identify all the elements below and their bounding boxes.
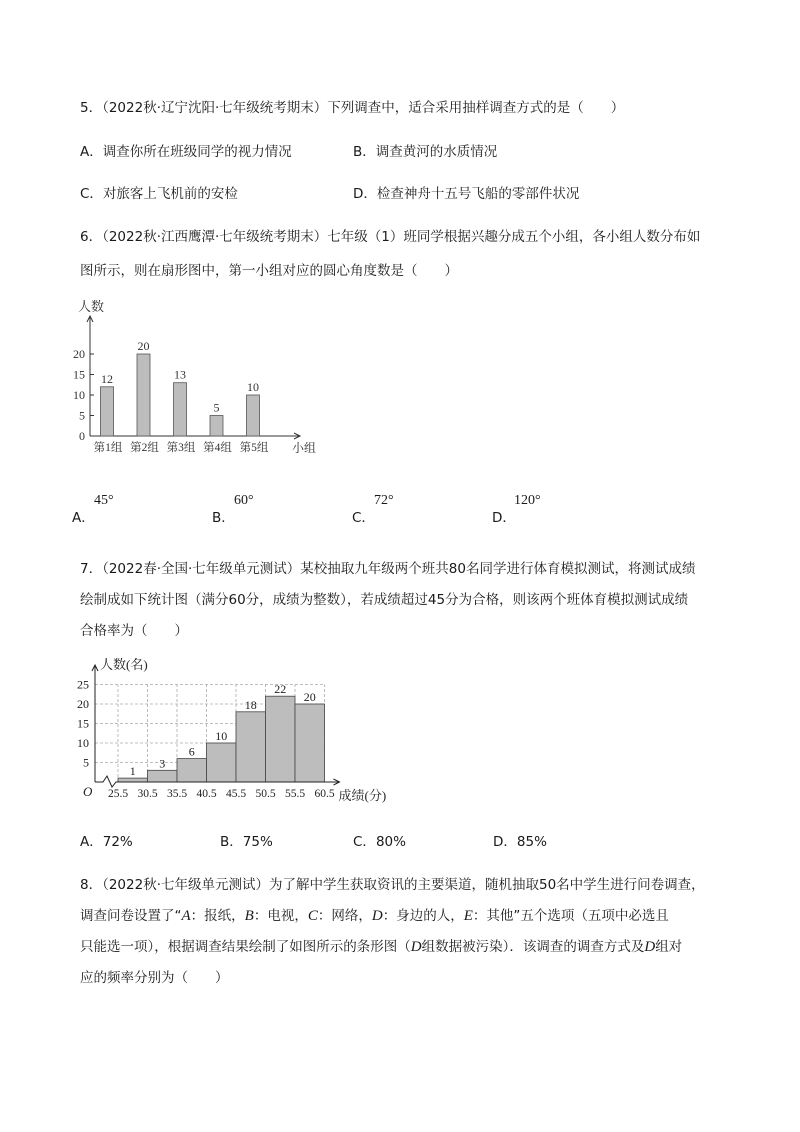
y-axis-title: 人数(名) [100,657,148,672]
y-tick-label: 25 [77,677,89,692]
question-7-stem [80,560,695,578]
x-tick-label: 45.5 [225,788,247,800]
x-axis-title: 小组 [291,441,317,455]
bar-value-label: 10 [215,729,228,743]
q6-option-a-label[interactable]: A． [72,510,95,526]
group-size-bar-chart [70,296,330,466]
q6-option-d-value[interactable]: 120° [514,493,541,508]
y-tick-label: 10 [77,736,89,750]
bar-55.5-60.5 [295,704,325,782]
bar-value-label: 13 [174,367,186,382]
q6-option-b-label[interactable]: B． [212,510,235,526]
bar-第2组 [137,354,150,436]
bar-value-label: 22 [274,682,287,697]
x-axis-title: 成绩(分) [338,788,387,803]
bar-value-label: 3 [159,756,166,771]
q7-option-b[interactable]: B．75% [220,834,273,850]
q6-option-c-value[interactable]: 72° [374,493,394,508]
y-tick-label: 0 [79,429,85,443]
bar-value-label: 10 [247,380,259,394]
question-6-stem [80,228,700,246]
bar-value-label: 18 [244,697,257,712]
y-tick-label: 10 [73,388,85,402]
x-tick-label: 25.5 [107,788,129,800]
q6-option-b-value[interactable]: 60° [234,493,254,508]
x-tick-label: 30.5 [137,788,158,800]
x-tick-label: 55.5 [284,788,306,800]
question-8-stem-line2: 调查问卷设置了“A：报纸，B：电视，C：网络，D：身边的人，E：其他”五个选项（五项中必选且 [80,908,669,924]
question-number: 8． [80,877,103,893]
question-8-stem-line4: 应的频率分别为（ ） [80,970,229,986]
bar-value-label: 1 [129,764,136,779]
bar-value-label: 6 [188,744,195,759]
question-8-stem [80,876,705,894]
bar-value-label: 12 [101,371,113,386]
question-7-stem-line3: 合格率为（ ） [80,623,188,639]
question-text: 某校抽取九年级两个班共80名同学进行体育模拟测试，将测试成绩 [300,561,696,577]
question-source: （2022春·全国·七年级单元测试） [102,561,301,577]
y-tick-label: 15 [73,367,85,382]
bar-value-label: 20 [137,339,150,353]
question-source: （2022秋·辽宁沈阳·七年级统考期末） [102,100,328,116]
category-label: 第4组 [203,442,232,454]
x-tick-label: 60.5 [314,788,335,800]
category-label: 第2组 [130,442,159,454]
question-text: 为了解中学生获取资讯的主要渠道，随机抽取50名中学生进行问卷调查， [269,877,705,893]
q5-option-b[interactable]: B．调查黄河的水质情况 [353,144,498,160]
bar-30.5-35.5 [148,770,178,782]
y-tick-label: 5 [83,755,89,770]
bar-第3组 [174,383,187,436]
q7-option-a[interactable]: A．72% [80,834,133,850]
question-source: （2022秋·七年级单元测试） [102,877,269,893]
question-text: 七年级（1）班同学根据兴趣分成五个小组，各小组人数分布如 [327,229,701,245]
question-8-stem-line3: 只能选一项），根据调查结果绘制了如图所示的条形图（D组数据被污染）．该调查的调查方式及D组对 [80,939,683,955]
question-text: 下列调查中，适合采用抽样调查方式的是（ ） [327,100,625,116]
bar-40.5-45.5 [207,743,237,782]
category-label: 第3组 [166,442,196,454]
score-histogram [65,655,405,815]
q6-option-c-label[interactable]: C． [352,510,375,526]
y-tick-label: 20 [73,347,85,361]
axes [87,316,300,439]
origin-label: O [83,784,93,799]
q5-option-d[interactable]: D．检查神舟十五号飞船的零部件状况 [353,186,580,202]
x-tick-label: 40.5 [196,788,217,800]
bar-value-label: 5 [213,400,220,415]
bar-第4组 [210,416,223,437]
question-6-stem-line2: 图所示，则在扇形图中，第一小组对应的圆心角度数是（ ） [80,263,458,279]
y-axis-title: 人数 [78,299,105,314]
question-7-stem-line2: 绘制成如下统计图（满分60分，成绩为整数），若成绩超过45分为合格，则该两个班体育模拟测试成绩 [80,592,689,608]
bar-25.5-30.5 [118,778,148,782]
q5-option-a[interactable]: A．调查你所在班级同学的视力情况 [80,144,292,160]
question-source: （2022秋·江西鹰潭·七年级统考期末） [102,229,328,245]
q6-option-d-label[interactable]: D． [492,510,516,526]
question-number: 7． [80,561,103,577]
q5-option-c[interactable]: C．对旅客上飞机前的安检 [80,186,238,202]
y-tick-label: 5 [79,408,85,423]
bar-value-label: 20 [303,690,316,704]
y-tick-label: 20 [77,697,89,711]
x-tick-label: 50.5 [255,788,276,800]
bar-35.5-40.5 [177,759,207,782]
q6-option-a-value[interactable]: 45° [94,493,114,508]
x-tick-label: 35.5 [166,788,188,800]
category-label: 第5组 [239,442,269,454]
bar-第1组 [101,387,114,436]
category-label: 第1组 [93,442,123,454]
q7-option-d[interactable]: D．85% [493,834,547,850]
question-5-stem [80,99,624,117]
bar-第5组 [247,395,260,436]
bar-45.5-50.5 [236,712,266,782]
question-number: 5． [80,100,103,116]
y-tick-label: 15 [77,716,89,731]
question-number: 6． [80,229,103,245]
bar-50.5-55.5 [266,696,296,782]
q7-option-c[interactable]: C．80% [353,834,406,850]
bars [101,354,260,436]
